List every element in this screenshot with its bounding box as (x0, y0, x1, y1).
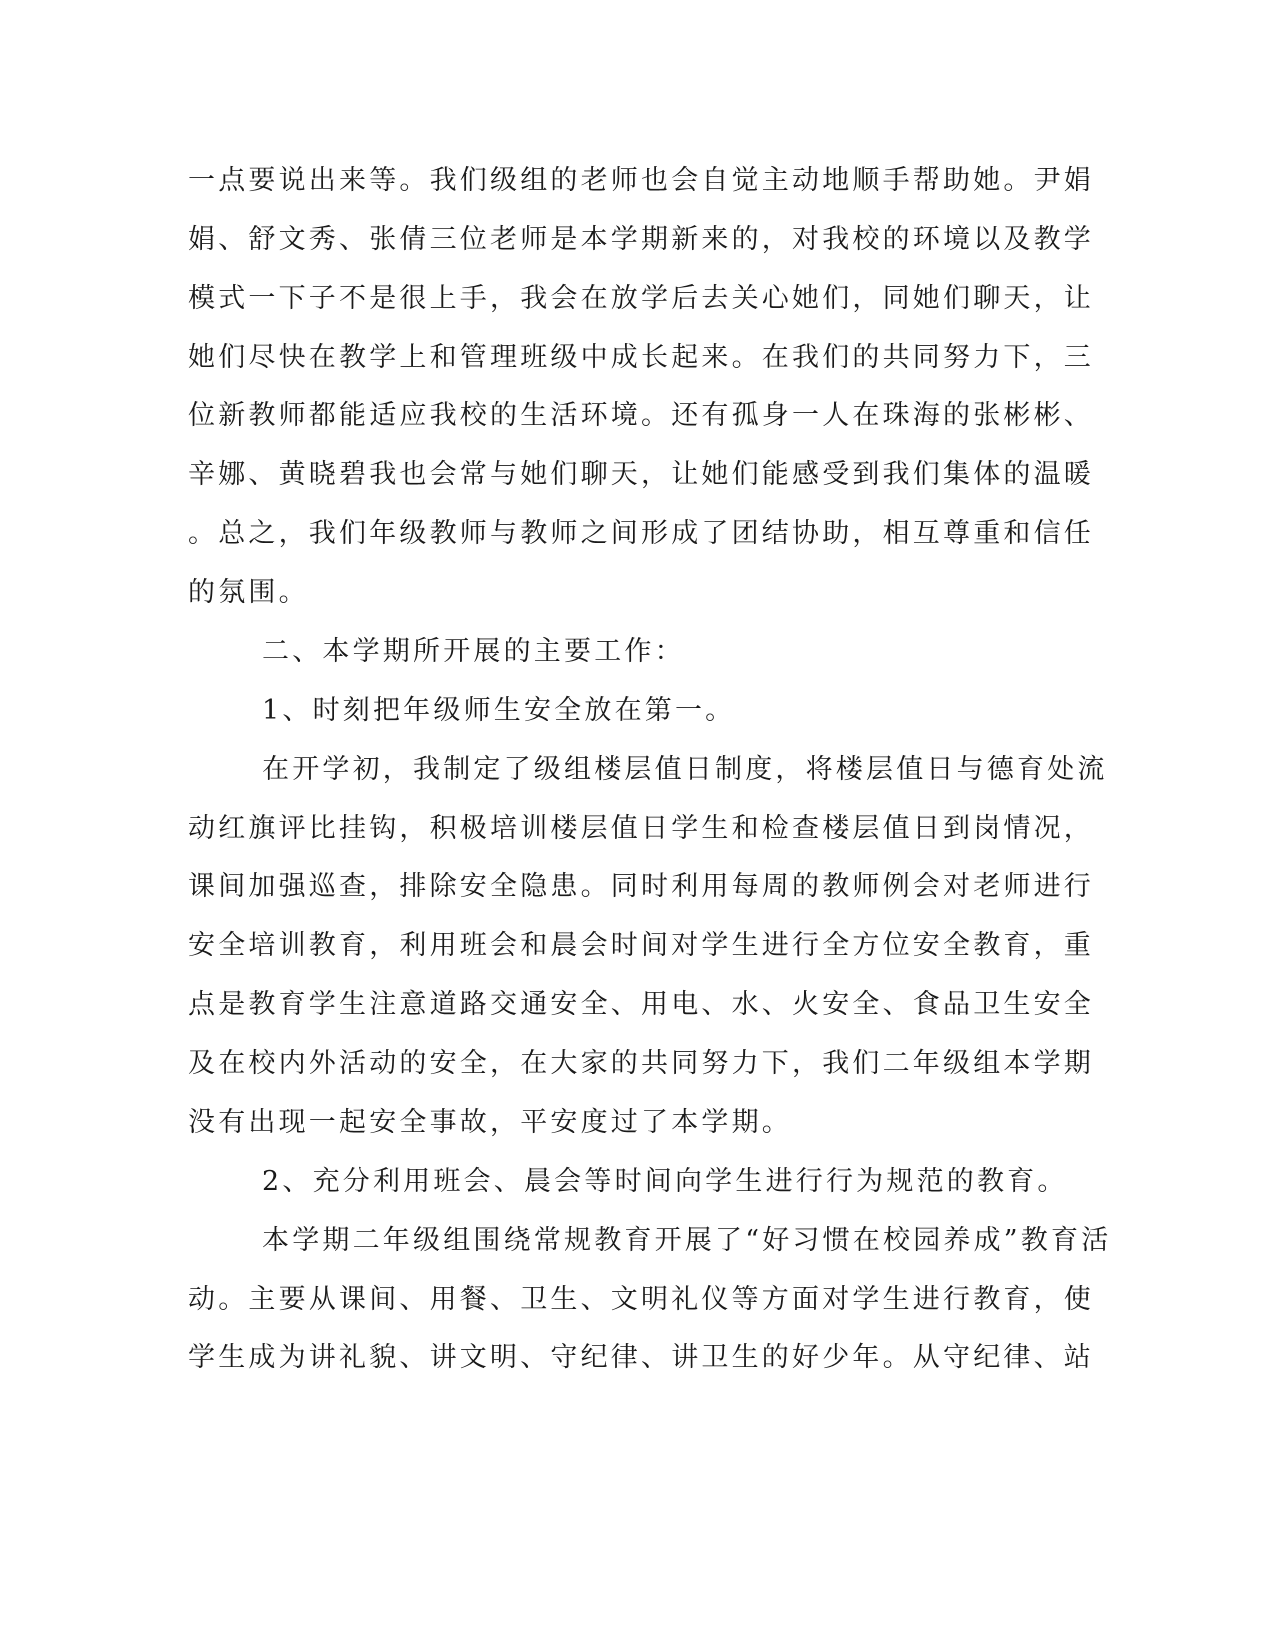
text-line: 及在校内外活动的安全，在大家的共同努力下，我们二年级组本学期 (188, 1048, 1094, 1079)
text-line: 她们尽快在教学上和管理班级中成长起来。在我们的共同努力下，三 (188, 342, 1094, 373)
text-line: 一点要说出来等。我们级组的老师也会自觉主动地顺手帮助她。尹娟 (188, 165, 1094, 196)
text-line: 位新教师都能适应我校的生活环境。还有孤身一人在珠海的张彬彬、 (188, 400, 1094, 431)
section-heading: 二、本学期所开展的主要工作： (262, 636, 685, 667)
text-line: 辛娜、黄晓碧我也会常与她们聊天，让她们能感受到我们集体的温暖 (188, 459, 1094, 490)
text-line: 安全培训教育，利用班会和晨会时间对学生进行全方位安全教育，重 (188, 930, 1094, 961)
text-line: 娟、舒文秀、张倩三位老师是本学期新来的，对我校的环境以及教学 (188, 224, 1094, 255)
text-line: 学生成为讲礼貌、讲文明、守纪律、讲卫生的好少年。从守纪律、站 (188, 1342, 1094, 1373)
text-line: 。总之，我们年级教师与教师之间形成了团结协助，相互尊重和信任 (188, 518, 1094, 549)
text-line: 课间加强巡查，排除安全隐患。同时利用每周的教师例会对老师进行 (188, 871, 1094, 902)
text-line: 点是教育学生注意道路交通安全、用电、水、火安全、食品卫生安全 (188, 989, 1094, 1020)
text-line: 动红旗评比挂钩，积极培训楼层值日学生和检查楼层值日到岗情况， (188, 813, 1094, 844)
subsection-heading: 2、充分利用班会、晨会等时间向学生进行行为规范的教育。 (262, 1166, 1068, 1197)
text-line: 在开学初，我制定了级组楼层值日制度，将楼层值日与德育处流 (262, 754, 1108, 785)
text-line: 的氛围。 (188, 577, 309, 608)
text-line: 动。主要从课间、用餐、卫生、文明礼仪等方面对学生进行教育，使 (188, 1284, 1094, 1315)
text-line: 没有出现一起安全事故，平安度过了本学期。 (188, 1107, 792, 1138)
text-line: 本学期二年级组围绕常规教育开展了“好习惯在校园养成”教育活 (262, 1225, 1112, 1256)
subsection-heading: 1、时刻把年级师生安全放在第一。 (262, 695, 736, 726)
text-line: 模式一下子不是很上手，我会在放学后去关心她们，同她们聊天，让 (188, 283, 1094, 314)
